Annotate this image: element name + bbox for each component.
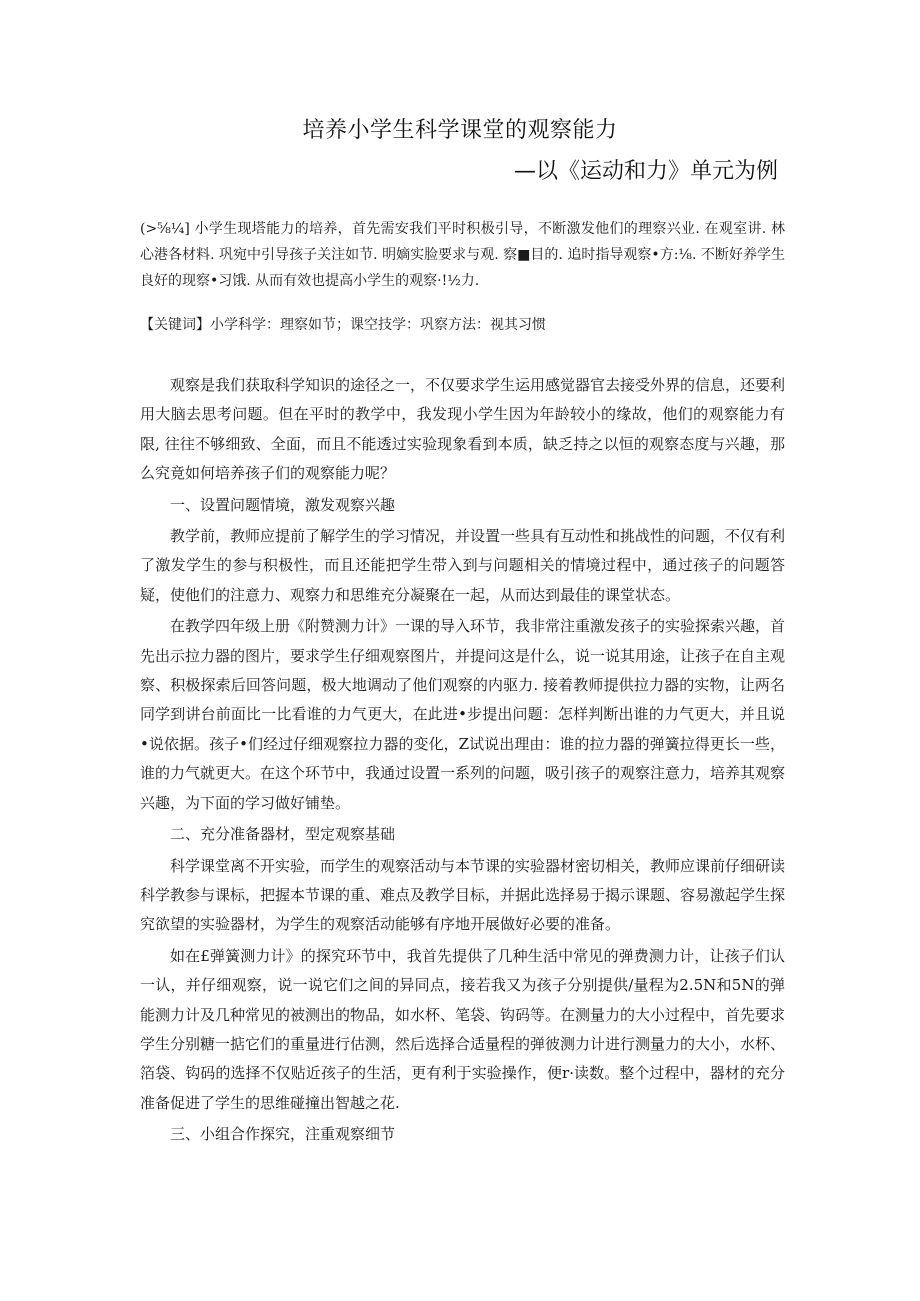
body-paragraph: 如在£弹簧测力计》的探究环节中，我首先提供了几种生活中常见的弹费测力计，让孩子们认一认，并仔细观察，说一说它们之间的异同点，接若我又为孩子分别提供/量程为2.5N和5N的弹能测力计及几种常见的被测出的物品，如水杯、笔袋、钩码等。在测量力的大小过程中，首先要求学生分别糖一掂它们的重量进行估测，然后选择合适量程的弹彼测力计进行测量力的大小，水杯、箔袋、钩码的选择不仅贴近孩子的生活，更有利于实验操作，便r·读数。整个过程中，器材的充分准备促进了学生的思维碰撞出智越之花. (140, 946, 786, 1112)
document-body (140, 371, 785, 1152)
body-paragraph: 观察是我们获取科学知识的途径之一，不仅要求学生运用感觉器官去接受外界的信息，还要利用大脑去思考问题。但在平时的教学中，我发现小学生因为年龄较小的缘故，他们的观察能力有限, 往往不够细致、全面，而且不能透过实验现象看到本质，缺乏持之以恒的观察态度与兴趣，那么究竟如何培养孩子们的观察能力呢？ (140, 376, 786, 483)
body-paragraph: 科学课堂离不开实验，而学生的观察活动与本节课的实验器材密切相关，教师应课前仔细研读科学教参与课标，把握本节课的重、难点及教学目标，并据此选择易于揭示课题、容易激起学生探究欲望的实验器材，为学生的观察活动能够有序地开展做好必要的准备。 (140, 856, 786, 934)
body-paragraph: 在教学四年级上册《附赞测力计》一课的导入环节，我非常注重激发孩子的实验探索兴趣，首先出示拉力器的图片，要求学生仔细观察图片，并提问这是什么，说一说其用途，让孩子在自主观察、积极探索后回答问题，极大地调动了他们观察的内驱力. 接着教师提供拉力器的实物，让两名同学到讲台前面比一比看谁的力气更大，在此进•步提出问题：怎样判断出谁的力气更大，并且说•说依据。孩子•们经过仔细观察拉力器的变化，Z试说出理由：谁的拉力器的弹簧拉得更长一些，谁的力气就更大。在这个环节中，我通过设置一系列的问题，吸引孩子的观察注意力，培养其观察兴趣，为下面的学习做好铺垫。 (140, 617, 786, 812)
section-heading: 一、设置问题情境，激发观察兴趣 (170, 495, 396, 514)
body-paragraph: 教学前，教师应提前了解学生的学习情况，并设置一些具有互动性和挑战性的问题，不仅有利了激发学生的参与积极性，而且还能把学生带入到与问题相关的情境过程中，通过孩子的问题答疑，使他们的注意力、观察力和思维充分凝聚在一起，从而达到最佳的课堂状态。 (140, 527, 786, 604)
document-title: 培养小学生科学课堂的观察能力 (302, 118, 618, 143)
abstract: (>⅝¼] 小学生现塔能力的培养，首先需安我们平时积极引导，不断激发他们的理察兴业. 在观室讲. 林心港各材料. 巩宛中引导孩子关注如节. 明嫡实脸要求与观. 察■目的. 追时指导观察•方:⅛. 不断好养学生良好的现察•习饿. 从而有效也提高小学生的观察·!½力. (140, 221, 785, 289)
section-heading: 三、小组合作探究，注重观察细节 (170, 1125, 396, 1144)
section-heading: 二、充分准备器材，型定观察基础 (170, 825, 396, 844)
keywords: 【关键词】小学科学：理察如节；课空技学：巩察方法：视其习惯 (140, 317, 546, 333)
document-subtitle: —以《运动和力》单元为例 (513, 159, 778, 184)
